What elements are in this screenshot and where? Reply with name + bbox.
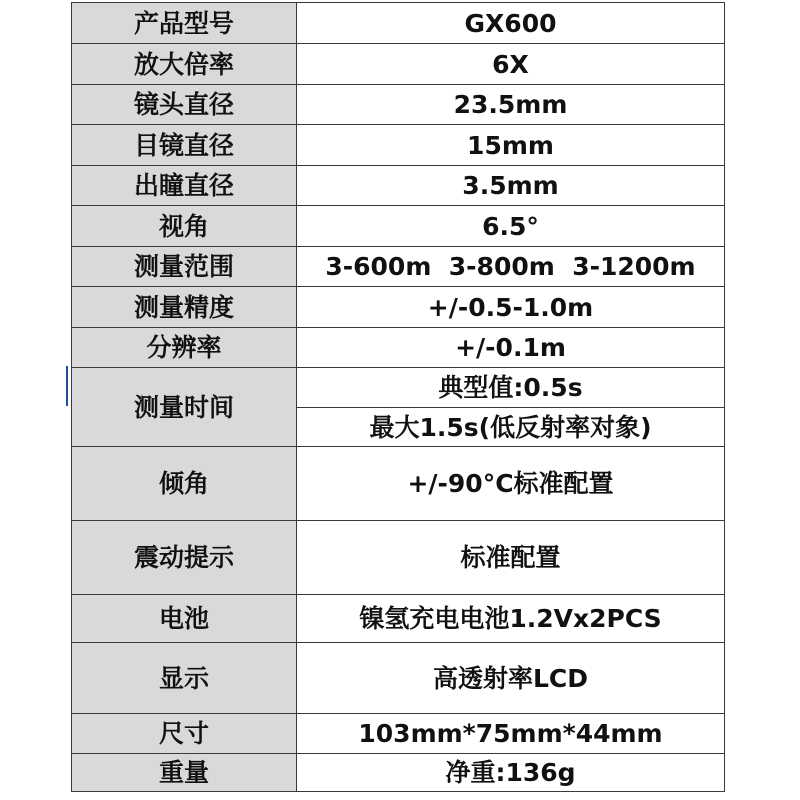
- table-row: [72, 447, 725, 521]
- row-label: 视角: [72, 206, 297, 247]
- table-row: [72, 3, 725, 44]
- row-value: 净重:136g: [297, 754, 725, 792]
- row-label: 出瞳直径: [72, 166, 297, 206]
- row-label: 放大倍率: [72, 44, 297, 85]
- row-value: 3-600m 3-800m 3-1200m: [297, 247, 725, 287]
- table-row: [72, 328, 725, 368]
- table-row: [72, 643, 725, 714]
- spec-table: [71, 2, 725, 792]
- table-row: [72, 368, 725, 408]
- row-label: 电池: [72, 595, 297, 643]
- row-value: 3.5mm: [297, 166, 725, 206]
- table-row: [72, 595, 725, 643]
- row-value: 标准配置: [297, 521, 725, 595]
- table-row: [72, 85, 725, 125]
- row-value: 高透射率LCD: [297, 643, 725, 714]
- row-value: 典型值:0.5s: [297, 368, 725, 408]
- row-label: 测量精度: [72, 287, 297, 328]
- table-row: [72, 754, 725, 792]
- table-row: [72, 166, 725, 206]
- row-label: 重量: [72, 754, 297, 792]
- row-value: 镍氢充电电池1.2Vx2PCS: [297, 595, 725, 643]
- row-value: 15mm: [297, 125, 725, 166]
- table-row: [72, 247, 725, 287]
- table-row: [72, 714, 725, 754]
- row-label: 震动提示: [72, 521, 297, 595]
- row-value: +/-0.1m: [297, 328, 725, 368]
- table-row: [72, 521, 725, 595]
- table-row: [72, 206, 725, 247]
- row-label: 倾角: [72, 447, 297, 521]
- row-label: 产品型号: [72, 3, 297, 44]
- row-value: 6X: [297, 44, 725, 85]
- table-row: [72, 125, 725, 166]
- row-value: +/-90°C标准配置: [297, 447, 725, 521]
- row-value: 23.5mm: [297, 85, 725, 125]
- row-value: GX600: [297, 3, 725, 44]
- table-row: [72, 287, 725, 328]
- row-value: 6.5°: [297, 206, 725, 247]
- row-label: 目镜直径: [72, 125, 297, 166]
- row-label: 镜头直径: [72, 85, 297, 125]
- row-label: 测量范围: [72, 247, 297, 287]
- row-value: 103mm*75mm*44mm: [297, 714, 725, 754]
- table-row: [72, 44, 725, 85]
- row-label: 显示: [72, 643, 297, 714]
- text-cursor: [66, 366, 68, 406]
- row-label: 测量时间: [72, 368, 297, 447]
- row-value: 最大1.5s(低反射率对象): [297, 408, 725, 447]
- row-label: 分辨率: [72, 328, 297, 368]
- row-label: 尺寸: [72, 714, 297, 754]
- row-value: +/-0.5-1.0m: [297, 287, 725, 328]
